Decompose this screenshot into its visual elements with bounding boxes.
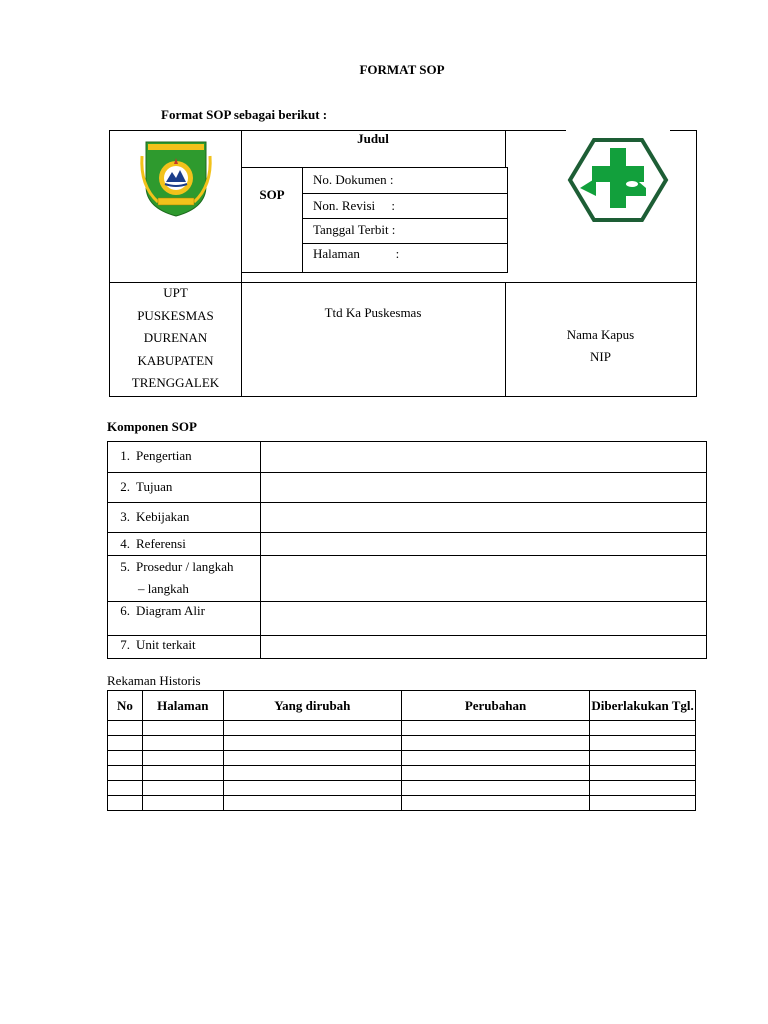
komponen-table [107,441,707,659]
item-label-cont: – langkah [138,581,189,596]
col-perubahan: Perubahan [401,691,589,721]
table-row [108,442,707,473]
org-line-1: UPT [163,285,188,300]
table-row [108,781,696,796]
table-row [108,533,707,556]
regency-emblem-icon [138,136,214,220]
table-row [108,473,707,503]
table-row [108,751,696,766]
item-number: 6. [120,603,130,618]
intro-text: Format SOP sebagai berikut : [161,107,328,122]
item-label: Kebijakan [136,509,190,524]
judul-label: Judul [357,131,389,146]
nama-kapus: Nama Kapus [566,327,635,342]
table-row [108,721,696,736]
item-label: Diagram Alir [136,603,205,618]
field-halaman: Halaman : [313,246,400,261]
table-row [108,503,707,533]
col-no: No [108,691,143,721]
field-no-dokumen: No. Dokumen : [313,172,394,187]
col-diberlakukan: Diberlakukan Tgl. [590,691,696,721]
page-title: FORMAT SOP [359,62,445,77]
item-label: Unit terkait [136,637,196,652]
table-row [108,736,696,751]
table-row [108,796,696,811]
ttd-label: Ttd Ka Puskesmas [324,305,422,320]
table-row [108,602,707,636]
item-label: Prosedur / langkah [136,559,234,574]
field-tanggal-terbit: Tanggal Terbit : [313,222,396,237]
sop-label: SOP [259,187,285,202]
item-label: Tujuan [136,479,173,494]
field-non-revisi: Non. Revisi : [313,198,395,213]
item-content [261,533,707,556]
table-row [108,766,696,781]
item-content [261,503,707,533]
rekaman-table [107,690,696,811]
table-row [108,556,707,602]
item-content [261,556,707,602]
org-line-2: PUSKESMAS [137,307,214,323]
item-label: Pengertian [136,448,192,463]
item-content [261,636,707,659]
item-number: 1. [120,448,130,463]
item-number: 4. [120,536,130,551]
puskesmas-logo-icon [566,136,670,224]
komponen-heading: Komponen SOP [107,419,197,434]
org-line-3: DURENAN [143,330,208,346]
item-number: 3. [120,509,130,524]
item-label: Referensi [136,536,186,551]
col-yang-dirubah: Yang dirubah [223,691,401,721]
col-halaman: Halaman [142,691,223,721]
org-name [110,282,241,395]
org-line-4: KABUPATEN [137,352,214,368]
item-content [261,442,707,473]
item-content [261,473,707,503]
org-line-5: TRENGGALEK [131,375,220,391]
rekaman-heading: Rekaman Historis [107,673,201,688]
nip-label: NIP [590,349,611,364]
table-row [108,636,707,659]
item-number: 5. [120,559,130,574]
table-header-row [108,691,696,721]
item-number: 7. [120,637,130,652]
item-content [261,602,707,636]
item-number: 2. [120,479,130,494]
